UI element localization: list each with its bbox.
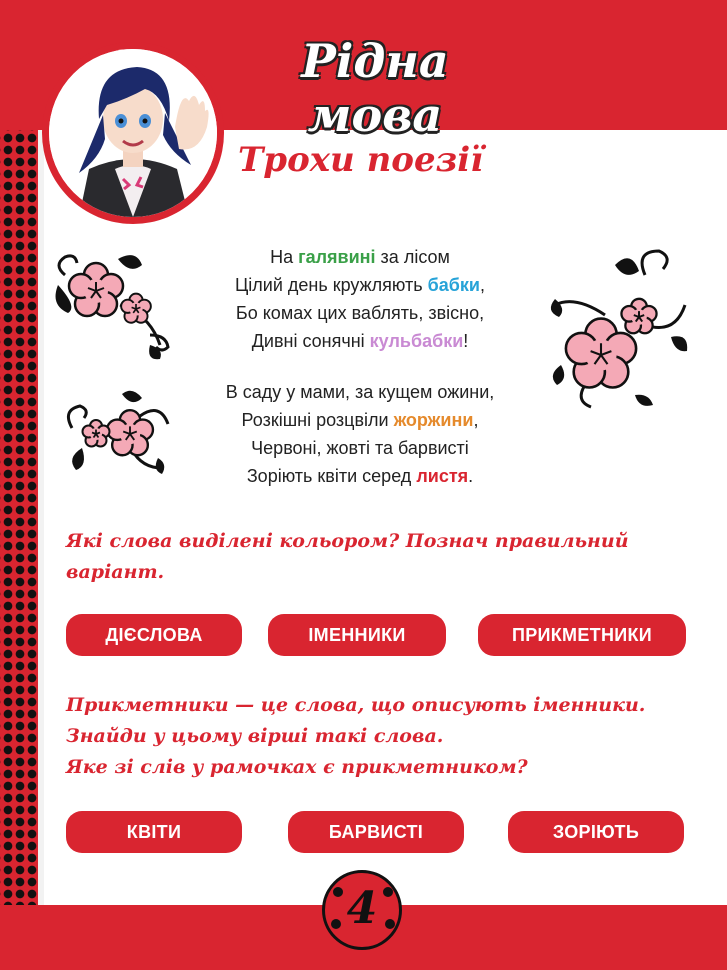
answer-button-nouns[interactable]: ІМЕННИКИ xyxy=(268,614,446,656)
section-subtitle: Трохи поезії xyxy=(238,140,484,180)
avatar xyxy=(49,49,217,217)
highlighted-word: кульбабки xyxy=(369,331,464,351)
answer-button-verbs[interactable]: ДІЄСЛОВА xyxy=(66,614,242,656)
question-1: Які слова виділені кольором? Познач правильний варіант. xyxy=(66,530,629,583)
poem-line: В саду у мами, за кущем ожини, xyxy=(225,382,495,402)
question-2: Прикметники — це слова, що описують іменники. Знайди у цьому вірші такі слова. Яке зі слів у рамочках є прикметником? xyxy=(66,694,646,778)
poem-line: Червоні, жовті та барвисті xyxy=(251,438,469,458)
poem-stanza-1 xyxy=(170,243,550,355)
flower-icon xyxy=(62,388,172,478)
poem-line: На галявині за лісом xyxy=(270,247,450,267)
poem-line: Цілий день кружляють бабки, xyxy=(234,275,485,295)
flower-icon xyxy=(545,245,695,415)
poem-line: Зоріють квіти серед листя. xyxy=(246,466,474,486)
ladybug-page-badge xyxy=(322,870,402,950)
page-number: 4 xyxy=(346,883,378,934)
poem-line: Бо комах цих ваблять, звісно, xyxy=(235,303,485,323)
poem-line: Дивні сонячні кульбабки! xyxy=(251,331,469,351)
character-icon xyxy=(49,49,217,217)
answer-button-kvity[interactable]: КВІТИ xyxy=(66,811,242,853)
answer-button-barvysti[interactable]: БАРВИСТІ xyxy=(288,811,464,853)
flower-icon xyxy=(50,245,180,365)
highlighted-word: листя xyxy=(416,466,469,486)
page-title: Рідна мова xyxy=(301,34,449,142)
poem-line: Розкішні розцвіли жоржини, xyxy=(241,410,479,430)
answer-button-zoriiut[interactable]: ЗОРІЮТЬ xyxy=(508,811,684,853)
highlighted-word: жоржини xyxy=(393,410,474,430)
highlighted-word: бабки xyxy=(427,275,480,295)
poem-stanza-2 xyxy=(170,378,550,490)
highlighted-word: галявині xyxy=(298,247,376,267)
card-shadow xyxy=(38,130,44,905)
polka-dot-border xyxy=(0,130,38,905)
answer-button-adjectives[interactable]: ПРИКМЕТНИКИ xyxy=(478,614,686,656)
